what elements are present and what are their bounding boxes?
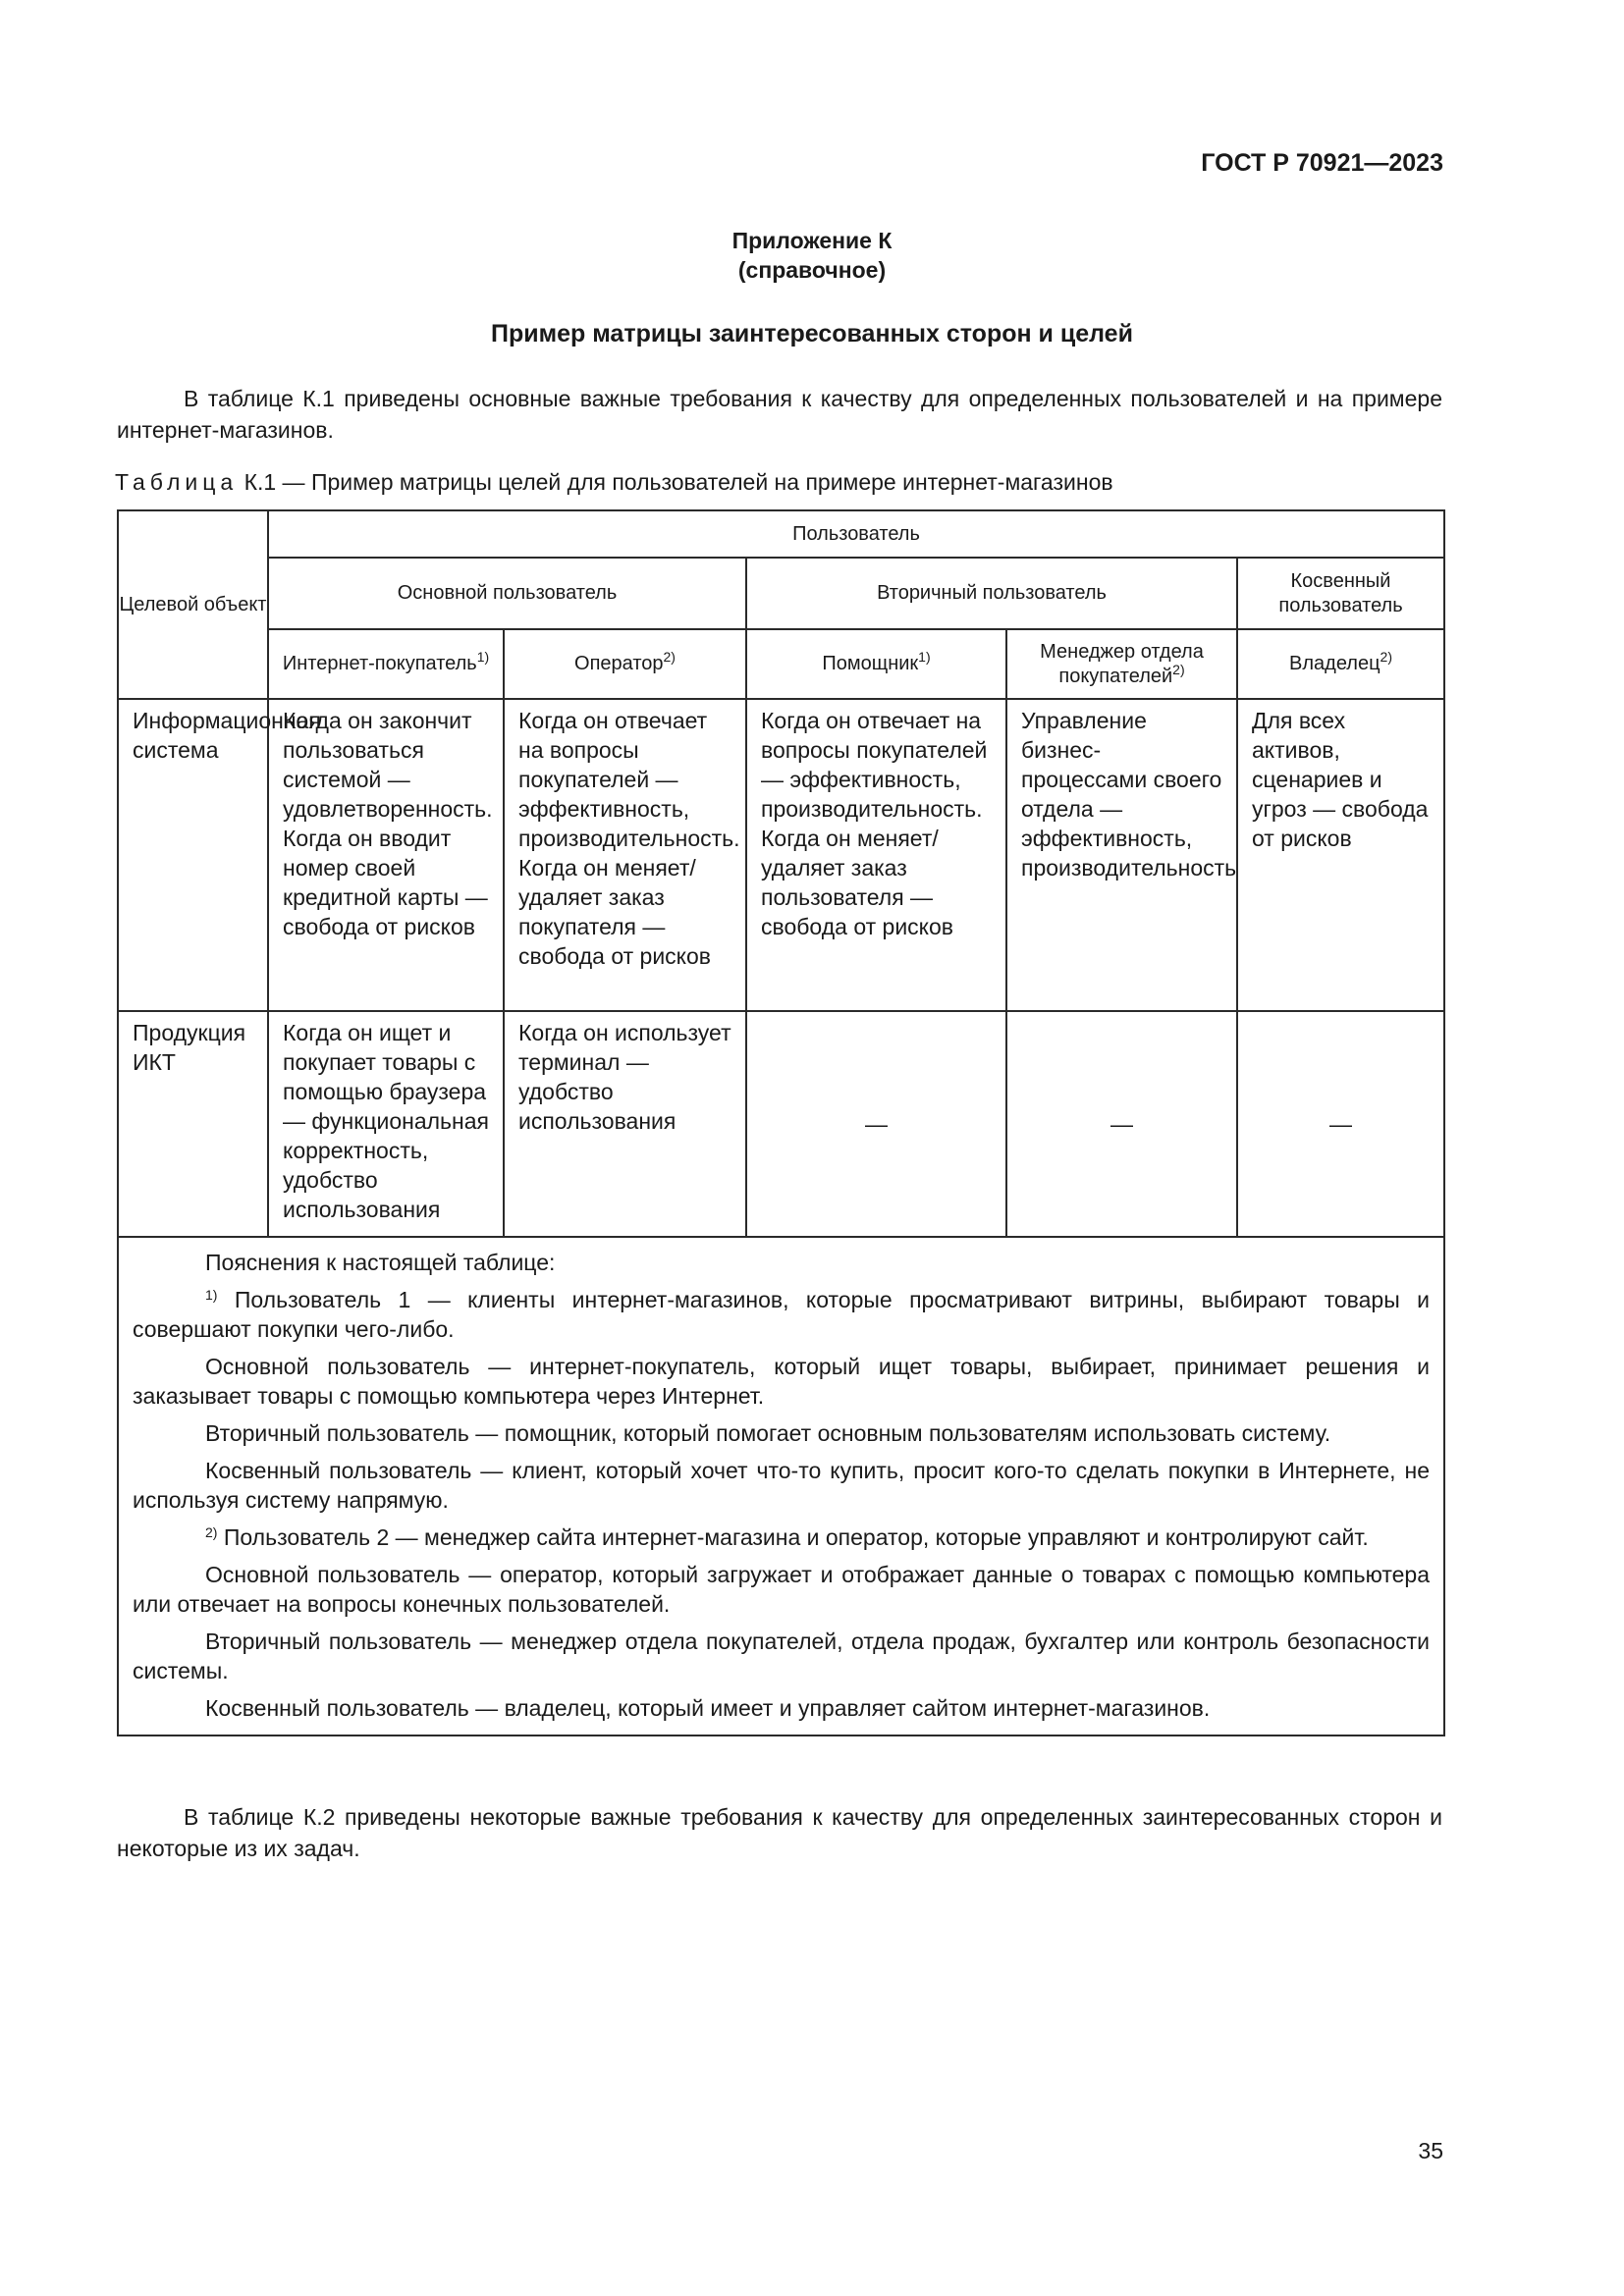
table-cell: Когда он ищет и покупает товары с помощью браузера — функциональная корректность, удобство использования	[268, 1011, 504, 1237]
outro-paragraph: В таблице К.2 приведены некоторые важные требования к качеству для определенных заинтересованных сторон и некоторые из их задач.	[117, 1804, 1442, 1861]
table-caption-text: К.1 — Пример матрицы целей для пользователей на примере интернет-магазинов	[244, 469, 1113, 495]
table-cell-dash: —	[1006, 1011, 1237, 1237]
table-cell: Когда он отвечает на вопросы покупателей — эффективность, производительность. Когда он меняет/удаляет заказ покупателя — свобода от рисков	[504, 699, 746, 1011]
table-row	[118, 1011, 1444, 1237]
goals-matrix-table	[117, 509, 1445, 1736]
col-owner: Владелец$^{2)}$	[1237, 629, 1444, 699]
col-customer-manager: Менеджер отдела покупателей$^{2)}$	[1006, 629, 1237, 699]
secondary-user-header: Вторичный пользователь	[746, 558, 1237, 629]
table-cell: Когда он отвечает на вопросы покупателей — эффективность, производительность. Когда он меняет/удаляет заказ пользователя — свобода от рисков	[746, 699, 1006, 1011]
note-item: Вторичный пользователь — помощник, который помогает основным пользователям использовать систему.	[205, 1420, 1331, 1446]
table-cell: Когда он использует терминал — удобство использования	[504, 1011, 746, 1237]
col-internet-buyer: Интернет-покупатель$^{1)}$	[268, 629, 504, 699]
table-caption-prefix: Таблица	[115, 469, 239, 495]
section-title: Пример матрицы заинтересованных сторон и целей	[491, 320, 1133, 347]
table-caption	[115, 469, 1113, 496]
table-cell-dash: —	[1237, 1011, 1444, 1237]
table-cell-dash: —	[746, 1011, 1006, 1237]
appendix-kind: (справочное)	[737, 257, 887, 283]
intro-paragraph: В таблице К.1 приведены основные важные требования к качеству для определенных пользователей и на примере интернет-магазинов.	[117, 386, 1442, 443]
page-number: 35	[1418, 2138, 1443, 2163]
user-header: Пользователь	[268, 510, 1444, 558]
table-cell: Для всех активов, сценариев и угроз — свобода от рисков	[1237, 699, 1444, 1011]
note-item: $^{2)}$ Пользователь 2 — менеджер сайта интернет-магазина и оператор, которые управляют и контролируют сайт.	[205, 1524, 1369, 1550]
note-item: Косвенный пользователь — владелец, который имеет и управляет сайтом интернет-магазинов.	[205, 1695, 1211, 1721]
table-cell: Управление бизнес-процессами своего отдела — эффективность, производительность	[1006, 699, 1237, 1011]
table-notes	[118, 1237, 1444, 1735]
table-notes-row	[118, 1237, 1444, 1735]
row-target: Продукция ИКТ	[118, 1011, 268, 1237]
table-cell: Когда он закончит пользоваться системой — удовлетворенность. Когда он вводит номер своей кредитной карты — свобода от рисков	[268, 699, 504, 1011]
notes-heading: Пояснения к настоящей таблице:	[205, 1250, 556, 1275]
table-row	[118, 699, 1444, 1011]
col-assistant: Помощник$^{1)}$	[746, 629, 1006, 699]
appendix-heading	[0, 226, 1624, 285]
note-item: Основной пользователь — интернет-покупатель, который ищет товары, выбирает, принимает решения и заказывает товары с помощью компьютера через Интернет.	[133, 1354, 1430, 1409]
indirect-user-header: Косвенный пользователь	[1237, 558, 1444, 629]
col-operator: Оператор$^{2)}$	[504, 629, 746, 699]
primary-user-header: Основной пользователь	[268, 558, 746, 629]
target-object-header: Целевой объект	[118, 510, 268, 699]
appendix-label: Приложение К	[731, 228, 893, 253]
note-item: Основной пользователь — оператор, который загружает и отображает данные о товарах с помощью компьютера или отвечает на вопросы конечных пользователей.	[133, 1562, 1430, 1617]
row-target: Информационная система	[118, 699, 268, 1011]
note-item: Косвенный пользователь — клиент, который хочет что-то купить, просит кого-то сделать покупки в Интернете, не используя систему напрямую.	[133, 1458, 1430, 1513]
standard-number: ГОСТ Р 70921—2023	[1201, 149, 1443, 177]
note-item: Вторичный пользователь — менеджер отдела покупателей, отдела продаж, бухгалтер или контроль безопасности системы.	[133, 1629, 1430, 1683]
note-item: $^{1)}$ Пользователь 1 — клиенты интернет-магазинов, которые просматривают витрины, выбирают товары и совершают покупки чего-либо.	[133, 1287, 1430, 1342]
